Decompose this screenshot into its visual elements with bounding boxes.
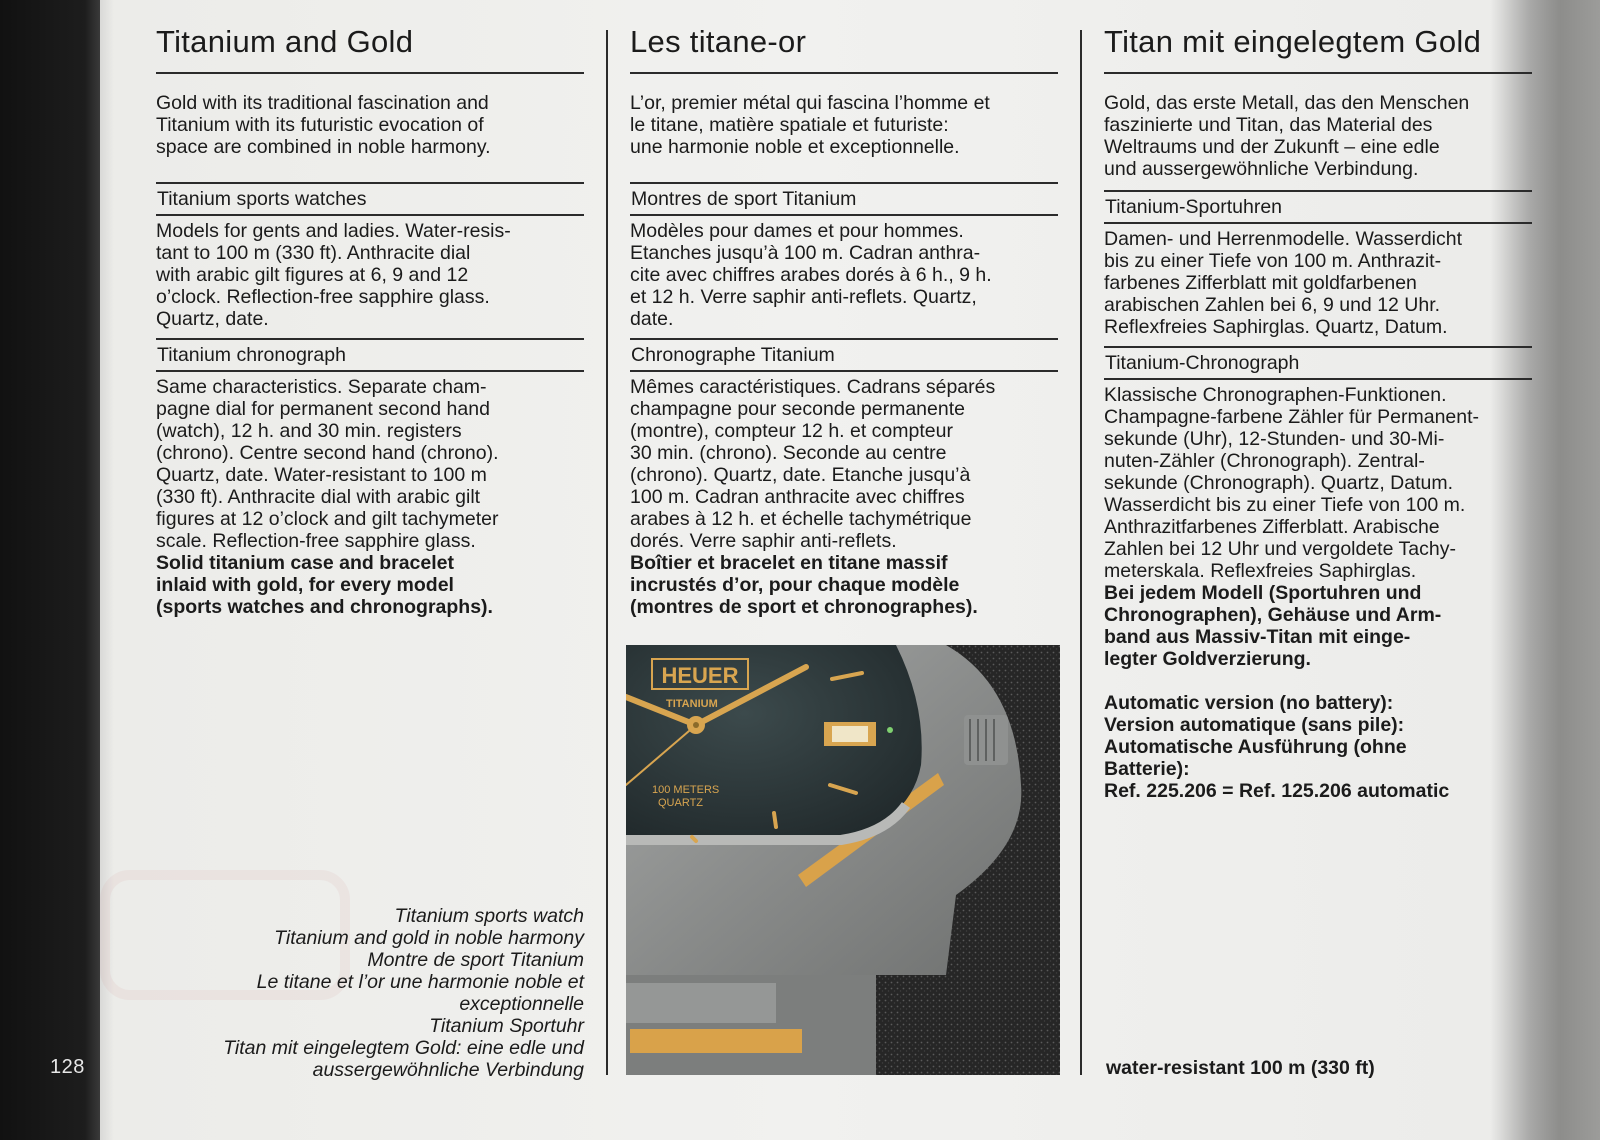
section-heading: Titanium-Sportuhren xyxy=(1104,190,1532,224)
water-resistance-note: water-resistant 100 m (330 ft) xyxy=(1106,1057,1375,1079)
column-german xyxy=(1104,22,1532,802)
dial-text-meters: 100 METERS xyxy=(652,784,720,796)
section-body: Mêmes caractéristiques. Cadrans séparés champagne pour seconde permanente (montre), compteur 12 h. et compteur 30 min. (chrono). Seconde au centre (chrono). Quartz, date. Etanche jusqu’à 100 m. Cadran anthracite avec chiffres arabes à 12 h. et échelle tachymétrique dorés. Verre saphir anti-reflets. xyxy=(630,376,996,552)
section-heading: Chronographe Titanium xyxy=(630,338,1058,372)
column-divider xyxy=(1080,30,1082,1075)
lume-dot xyxy=(887,727,893,733)
section-heading: Titanium-Chronograph xyxy=(1104,346,1532,380)
column-divider xyxy=(606,30,608,1075)
section-body: Models for gents and ladies. Water-resis- tant to 100 m (330 ft). Anthracite dial with arabic gilt figures at 6, 9 and 12 o’clock. Reflection-free sapphire glass. Quartz, date. xyxy=(156,220,511,330)
bracelet-gold-inlay xyxy=(630,1029,802,1053)
caption-line: Titan mit eingelegtem Gold: eine edle und xyxy=(223,1037,584,1059)
book-spine xyxy=(0,0,100,1140)
caption-line: aussergewöhnliche Verbindung xyxy=(312,1059,584,1081)
section-body: Modèles pour dames et pour hommes. Etanches jusqu’à 100 m. Cadran anthra- cite avec chiffres arabes dorés à 6 h., 9 h. et 12 h. Verre saphir anti-reflets. Quartz, date. xyxy=(630,220,992,330)
model-name: TITANIUM xyxy=(666,698,718,710)
photo-captions xyxy=(150,905,584,1081)
caption-line: Titanium sports watch xyxy=(394,905,584,927)
brand-name: HEUER xyxy=(661,663,739,688)
automatic-version-note: Automatic version (no battery): Version automatique (sans pile): Automatische Ausführung (ohne Batterie): Ref. 225.206 = Ref. 125.206 automatic xyxy=(1104,692,1450,802)
rule xyxy=(1104,72,1532,74)
section-heading: Titanium sports watches xyxy=(156,182,584,216)
bold-statement: Bei jedem Modell (Sportuhren und Chronographen), Gehäuse und Arm- band aus Massiv-Titan mit einge- legter Goldverzierung. xyxy=(1104,582,1442,670)
section-heading: Titanium chronograph xyxy=(156,338,584,372)
section-body: Klassische Chronographen-Funktionen. Champagne-farbene Zähler für Permanent- sekunde (Uhr), 12-Stunden- und 30-Mi- nuten-Zähler (Chronograph). Zentral- sekunde (Chronograph). Quartz, Datum. Wasserdicht bis zu einer Tiefe von 100 m. Anthrazitfarbenes Zifferblatt. Arabische Zahlen bei 12 Uhr und vergoldete Tachy- meterskala. Reflexfreies Saphirglas. xyxy=(1104,384,1480,582)
column-title: Les titane-or xyxy=(630,24,807,59)
intro-text: Gold, das erste Metall, das den Menschen faszinierte und Titan, das Material des Weltraums und der Zukunft – eine edle und aussergewöhnliche Verbindung. xyxy=(1104,92,1470,180)
column-french xyxy=(630,22,1058,618)
intro-text: Gold with its traditional fascination and Titanium with its futuristic evocation of space are combined in noble harmony. xyxy=(156,92,491,158)
caption-line: Titanium and gold in noble harmony xyxy=(274,927,584,949)
column-title: Titanium and Gold xyxy=(156,24,414,59)
caption-line: Montre de sport Titanium xyxy=(367,949,584,971)
caption-line: exceptionnelle xyxy=(459,993,584,1015)
caption-line: Le titane et l’or une harmonie noble et xyxy=(256,971,584,993)
watch-photo xyxy=(626,645,1060,1075)
dial-text-quartz: QUARTZ xyxy=(658,797,704,809)
section-heading: Montres de sport Titanium xyxy=(630,182,1058,216)
section-body: Same characteristics. Separate cham- pagne dial for permanent second hand (watch), 12 h. and 30 min. registers (chrono). Centre second hand (chrono). Quartz, date. Water-resistant to 100 m (330 ft). Anthracite dial with arabic gilt figures at 12 o’clock and gilt tachymeter scale. Reflection-free sapphire glass. xyxy=(156,376,499,552)
bold-statement: Solid titanium case and bracelet inlaid with gold, for every model (sports watches and chronographs). xyxy=(156,552,493,618)
watch-illustration xyxy=(626,645,1060,1075)
rule xyxy=(156,72,584,74)
bold-statement: Boîtier et bracelet en titane massif incrustés d’or, pour chaque modèle (montres de sport et chronographes). xyxy=(630,552,978,618)
intro-text: L’or, premier métal qui fascina l’homme et le titane, matière spatiale et futuriste: une harmonie noble et exceptionnelle. xyxy=(630,92,990,158)
column-title: Titan mit eingelegtem Gold xyxy=(1104,24,1482,59)
caption-line: Titanium Sportuhr xyxy=(429,1015,584,1037)
section-body: Damen- und Herrenmodelle. Wasserdicht bis zu einer Tiefe von 100 m. Anthrazit- farbenes Zifferblatt mit goldfarbenen arabischen Zahlen bei 6, 9 und 12 Uhr. Reflexfreies Saphirglas. Quartz, Datum. xyxy=(1104,228,1463,338)
rule xyxy=(630,72,1058,74)
page-number: 128 xyxy=(50,1056,85,1078)
column-english xyxy=(156,22,584,618)
